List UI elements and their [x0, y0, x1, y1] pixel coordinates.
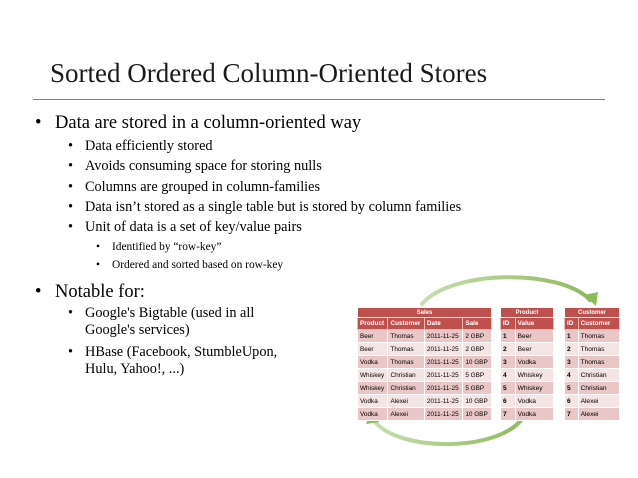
table-cell: 2 [501, 343, 516, 356]
table-cell: 2 GBP [463, 343, 492, 356]
bullet-text: Data are stored in a column-oriented way [55, 113, 362, 133]
bullet-icon: • [68, 344, 74, 360]
table-row [358, 343, 492, 356]
sub-bullet-text: Avoids consuming space for storing nulls [85, 158, 322, 174]
column-header: Value [515, 318, 553, 330]
table-cell: 10 GBP [463, 356, 492, 369]
table-row [358, 408, 492, 421]
table-cell: 10 GBP [463, 408, 492, 421]
table-row [358, 382, 492, 395]
table-cell: 3 [565, 356, 579, 369]
table-cell: Whiskey [515, 369, 553, 382]
bullet-icon: • [35, 282, 42, 302]
table-row [501, 343, 554, 356]
bullet-icon: • [96, 241, 100, 253]
table-row [565, 408, 620, 421]
table-caption: Customer [565, 308, 620, 318]
table-cell: 5 [501, 382, 516, 395]
table-cell: Vodka [358, 408, 388, 421]
table-cell: Christian [388, 382, 424, 395]
sub-bullet-text: HBase (Facebook, StumbleUpon, [85, 344, 278, 360]
table-cell: 2011-11-25 [424, 369, 462, 382]
table-cell: 2011-11-25 [424, 408, 462, 421]
table-cell: Vodka [358, 395, 388, 408]
column-header: Customer [578, 318, 619, 330]
table-row [501, 395, 554, 408]
table-cell: Christian [578, 369, 619, 382]
sub-bullet-text: Google's Bigtable (used in all [85, 305, 255, 321]
table-cell: 6 [501, 395, 516, 408]
bullet-text: Notable for: [55, 282, 145, 302]
table-cell: Thomas [388, 356, 424, 369]
table-cell: Thomas [578, 343, 619, 356]
table-cell: 2011-11-25 [424, 343, 462, 356]
table-cell: 10 GBP [463, 395, 492, 408]
bullet-icon: • [68, 138, 74, 154]
bullet-icon: • [68, 158, 74, 174]
table-cell: 4 [501, 369, 516, 382]
table-cell: Alexei [578, 395, 619, 408]
sub-bullet-text: Data efficiently stored [85, 138, 213, 154]
bullet-icon: • [96, 259, 100, 271]
bullet-icon: • [35, 113, 42, 133]
table-cell: Christian [578, 382, 619, 395]
table-cell: 1 [565, 330, 579, 343]
column-header: Customer [388, 318, 424, 330]
table-cell: 5 GBP [463, 369, 492, 382]
table-row [565, 369, 620, 382]
product-table [500, 307, 554, 421]
table-cell: Whiskey [515, 382, 553, 395]
table-row [358, 330, 492, 343]
arrow-sales-to-customer [422, 277, 590, 304]
sub-bullet-text: Columns are grouped in column-families [85, 179, 321, 195]
bullet-icon: • [68, 199, 74, 215]
sales-table [357, 307, 492, 421]
customer-table [564, 307, 620, 421]
sub-bullet-hbase-cont: Hulu, Yahoo!, ...) [85, 361, 185, 377]
table-row [501, 382, 554, 395]
column-header: Sale [463, 318, 492, 330]
table-row [565, 382, 620, 395]
table-cell: 2011-11-25 [424, 382, 462, 395]
table-cell: 5 [565, 382, 579, 395]
table-cell: 2 [565, 343, 579, 356]
table-cell: 2011-11-25 [424, 356, 462, 369]
table-cell: Beer [358, 330, 388, 343]
column-header: ID [501, 318, 516, 330]
slide-title: Sorted Ordered Column-Oriented Stores [50, 58, 488, 88]
bullet-icon: • [68, 179, 74, 195]
sub-bullet-bigtable-cont: Google's services) [85, 322, 190, 338]
sub-bullet-text: Data isn’t stored as a single table but is stored by column families [85, 199, 462, 215]
table-row [565, 343, 620, 356]
table-cell: 1 [501, 330, 516, 343]
table-row [501, 369, 554, 382]
table-row [358, 369, 492, 382]
table-cell: 7 [501, 408, 516, 421]
table-row [565, 395, 620, 408]
table-cell: Beer [515, 343, 553, 356]
table-cell: 6 [565, 395, 579, 408]
table-cell: Thomas [388, 343, 424, 356]
table-cell: Thomas [578, 330, 619, 343]
table-cell: 2011-11-25 [424, 395, 462, 408]
table-caption: Sales [358, 308, 492, 318]
table-caption: Product [501, 308, 554, 318]
nested-bullet-text: Identified by “row-key” [112, 241, 222, 253]
table-cell: Vodka [358, 356, 388, 369]
table-row [501, 408, 554, 421]
table-cell: 2011-11-25 [424, 330, 462, 343]
table-cell: Beer [358, 343, 388, 356]
table-cell: Beer [515, 330, 553, 343]
table-cell: Vodka [515, 395, 553, 408]
table-row [501, 356, 554, 369]
table-cell: Alexei [578, 408, 619, 421]
bullet-icon: • [68, 305, 74, 321]
table-row [565, 356, 620, 369]
table-row [501, 330, 554, 343]
table-cell: 7 [565, 408, 579, 421]
table-cell: Whiskey [358, 382, 388, 395]
column-header: Product [358, 318, 388, 330]
table-cell: Alexei [388, 408, 424, 421]
table-cell: Thomas [578, 356, 619, 369]
table-cell: 2 GBP [463, 330, 492, 343]
table-cell: Vodka [515, 356, 553, 369]
column-header: Date [424, 318, 462, 330]
table-cell: Vodka [515, 408, 553, 421]
table-cell: Thomas [388, 330, 424, 343]
table-cell: Alexei [388, 395, 424, 408]
table-row [565, 330, 620, 343]
table-row [358, 356, 492, 369]
table-row [358, 395, 492, 408]
table-cell: Christian [388, 369, 424, 382]
table-cell: 3 [501, 356, 516, 369]
table-cell: Whiskey [358, 369, 388, 382]
sub-bullet-text: Unit of data is a set of key/value pairs [85, 219, 302, 235]
nested-bullet-text: Ordered and sorted based on row-key [112, 259, 284, 271]
table-cell: 5 GBP [463, 382, 492, 395]
bullet-icon: • [68, 219, 74, 235]
table-cell: 4 [565, 369, 579, 382]
column-header: ID [565, 318, 579, 330]
